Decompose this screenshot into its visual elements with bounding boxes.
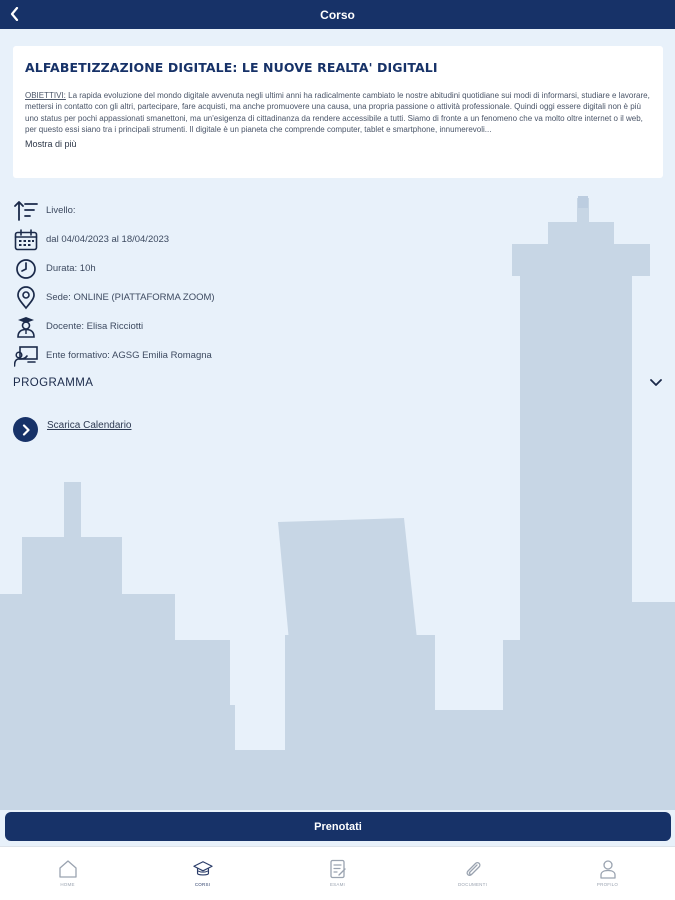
chevron-left-icon [9,7,21,21]
course-title: ALFABETIZZAZIONE DIGITALE: LE NUOVE REALTA' DIGITALI [25,60,438,75]
paperclip-icon [463,859,483,879]
detail-duration-text: Durata: 10h [46,263,96,274]
course-description-card [13,46,663,178]
user-icon [598,859,618,879]
nav-exams-label: ESAMI [329,882,345,887]
detail-level-text: Livello: [46,205,76,216]
detail-institution-text: Ente formativo: AGSG Emilia Romagna [46,350,212,361]
detail-location [14,283,434,312]
location-pin-icon [14,286,40,310]
nav-documents[interactable] [405,847,540,900]
nav-profile[interactable] [540,847,675,900]
top-app-bar [0,0,675,29]
nav-courses[interactable] [135,847,270,900]
detail-dates-text: dal 04/04/2023 al 18/04/2023 [46,234,170,245]
detail-institution [14,341,434,370]
calendar-icon [14,228,40,252]
presentation-icon [14,344,40,368]
back-button[interactable] [6,5,24,23]
detail-teacher [14,312,434,341]
download-calendar-link[interactable] [13,417,132,442]
nav-courses-label: CORSI [194,882,211,887]
programma-accordion[interactable] [13,373,663,393]
description-label: OBIETTIVI: [25,91,66,100]
show-more-link[interactable]: Mostra di più [25,138,77,149]
exam-icon [328,859,348,879]
course-details-list [14,196,434,370]
home-icon [58,859,78,879]
nav-documents-label: DOCUMENTI [457,882,488,887]
nav-exams[interactable] [270,847,405,900]
detail-level [14,196,434,225]
detail-teacher-text: Docente: Elisa Ricciotti [46,321,144,332]
chevron-down-icon [649,378,663,388]
detail-dates [14,225,434,254]
arrow-right-circle-icon [13,417,38,442]
nav-profile-label: PROFILO [596,882,619,887]
graduation-cap-icon [193,859,213,879]
bottom-navigation [0,846,675,900]
description-text: La rapida evoluzione del mondo digitale avvenuta negli ultimi anni ha radicalmente cambiato le nostre abitudini quotidiane sui modi di informarsi, studiare e lavorare, mettersi in contatto con gli altri, partecipare, fare acquisti, ma anche promuovere una causa, una propria passione o attività professionale. Quindi oggi essere digitali non è più uno status per pochi appassionati smanettoni, ma un'esigenza di cittadinanza da rendere accessibile a tutti. Siamo di fronte a un fenomeno che va molto oltre internet o il web, per questo essi siano tra i principali strumenti. Il digitale è un pianeta che comprende computer, tablet e smartphone, innumerevoli... [25,91,650,135]
nav-home[interactable] [0,847,135,900]
nav-home-label: HOME [60,882,75,887]
level-icon [14,199,40,223]
teacher-icon [14,315,40,339]
download-calendar-label: Scarica Calendario [47,420,132,431]
page-title: Corso [320,7,355,22]
programma-label: PROGRAMMA [13,377,94,389]
book-button[interactable]: Prenotati [5,812,671,841]
clock-icon [14,257,40,281]
detail-location-text: Sede: ONLINE (PIATTAFORMA ZOOM) [46,292,215,303]
course-description [25,90,651,136]
detail-duration [14,254,434,283]
